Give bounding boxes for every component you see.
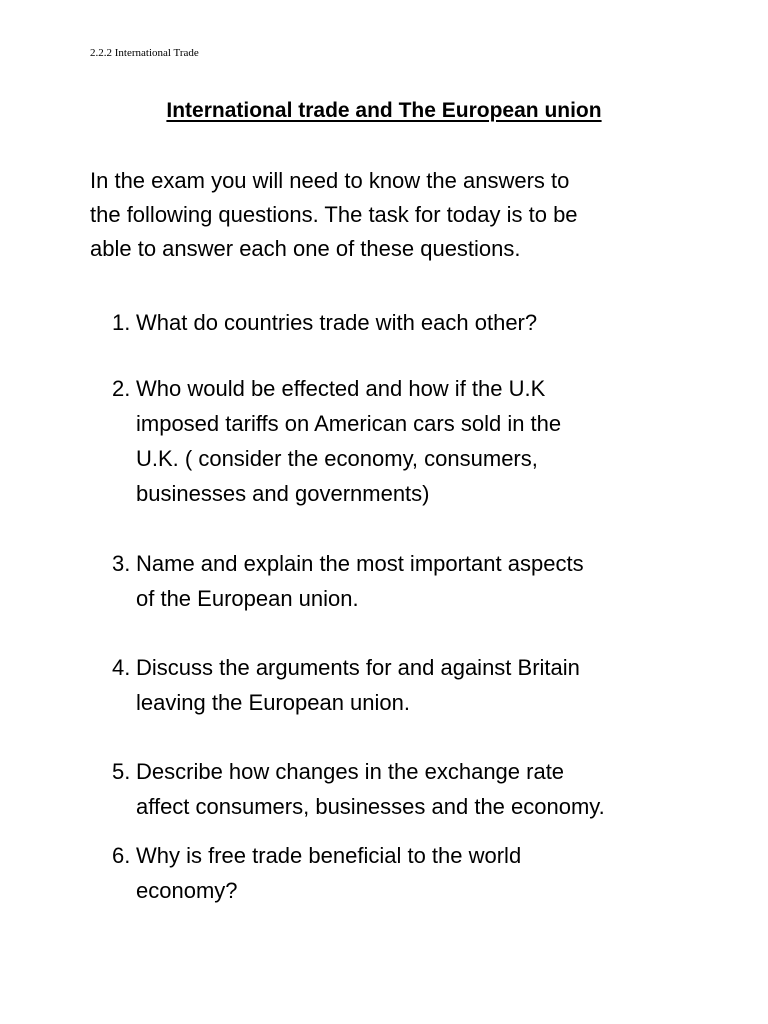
question-line: Why is free trade beneficial to the world bbox=[136, 843, 522, 868]
question-line: Who would be effected and how if the U.K bbox=[136, 376, 546, 401]
question-line: Discuss the arguments for and against Britain bbox=[136, 655, 580, 680]
question-line: economy? bbox=[136, 878, 238, 903]
question-line: Name and explain the most important aspects bbox=[136, 551, 584, 576]
section-label: 2.2.2 International Trade bbox=[90, 47, 199, 59]
question-line: What do countries trade with each other? bbox=[136, 310, 538, 335]
question-number: 4. bbox=[112, 655, 131, 680]
question-line: imposed tariffs on American cars sold in the bbox=[136, 411, 562, 436]
intro-line: the following questions. The task for today is to be bbox=[90, 202, 578, 227]
question-line: Describe how changes in the exchange rate bbox=[136, 759, 565, 784]
question-item bbox=[112, 838, 692, 908]
question-item bbox=[112, 546, 692, 616]
question-text bbox=[136, 371, 692, 511]
question-text bbox=[136, 754, 692, 824]
question-number: 1. bbox=[112, 310, 131, 335]
question-text bbox=[136, 838, 692, 908]
question-text bbox=[136, 650, 692, 720]
intro-line: able to answer each one of these questions. bbox=[90, 236, 521, 261]
page-title-text: International trade and The European union bbox=[166, 99, 602, 122]
question-item bbox=[112, 650, 692, 720]
question-text bbox=[136, 546, 692, 616]
question-item bbox=[112, 371, 692, 511]
question-number: 5. bbox=[112, 759, 131, 784]
question-line: businesses and governments) bbox=[136, 481, 430, 506]
question-line: of the European union. bbox=[136, 586, 359, 611]
question-number: 3. bbox=[112, 551, 131, 576]
intro-line: In the exam you will need to know the answers to bbox=[90, 168, 570, 193]
question-line: U.K. ( consider the economy, consumers, bbox=[136, 446, 538, 471]
question-number: 2. bbox=[112, 376, 131, 401]
question-line: leaving the European union. bbox=[136, 690, 410, 715]
question-text bbox=[136, 305, 692, 340]
question-item bbox=[112, 754, 692, 824]
question-line: affect consumers, businesses and the economy. bbox=[136, 794, 605, 819]
question-item bbox=[112, 305, 692, 340]
question-number: 6. bbox=[112, 843, 131, 868]
